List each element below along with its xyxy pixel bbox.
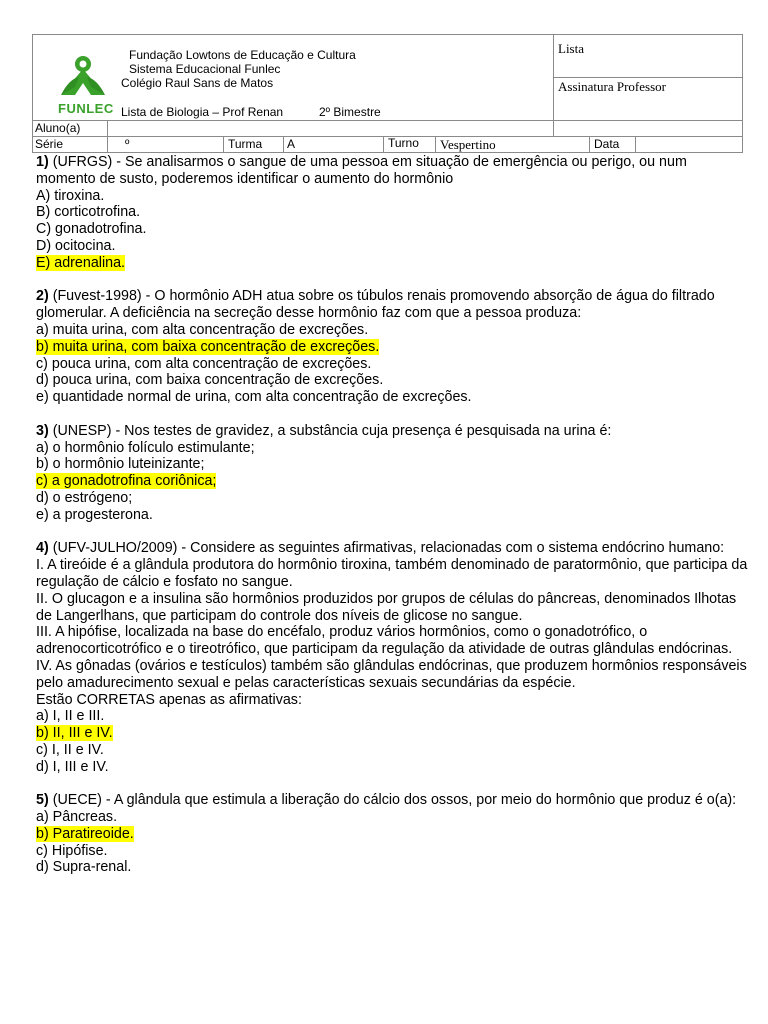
- answer-option[interactable]: c) Hipófise.: [36, 842, 108, 859]
- answer-option[interactable]: c) pouca urina, com alta concentração de excreções.: [36, 355, 372, 372]
- answer-option-highlighted[interactable]: b) Paratireoide.: [36, 825, 134, 842]
- answer-option-highlighted[interactable]: b) muita urina, com baixa concentração de excreções.: [36, 338, 380, 355]
- answer-option[interactable]: d) pouca urina, com baixa concentração de excreções.: [36, 372, 384, 389]
- answer-option[interactable]: b) o hormônio luteinizante;: [36, 456, 205, 473]
- student-label: Aluno(a): [35, 121, 81, 135]
- answer-option[interactable]: c) I, II e IV.: [36, 741, 104, 758]
- grade-value[interactable]: º: [125, 137, 130, 151]
- questions-section: [36, 154, 748, 893]
- question-5: [36, 792, 748, 876]
- teacher-signature-cell: Assinatura Professor: [558, 79, 666, 94]
- statement: III. A hipófise, localizada na base do encéfalo, produz vários hormônios, como o gonadotrófico, o adrenocorticotrófico e o tireotrófico, que participam da regulação da atividade de outras glândulas endócrinas.: [36, 624, 733, 658]
- logo-wordmark: FUNLEC: [58, 101, 114, 116]
- shift-value[interactable]: Vespertino: [440, 137, 496, 152]
- question-text: (UFRGS) - Se analisarmos o sangue de uma pessoa em situação de emergência ou perigo, ou num momento de susto, poderemos identificar o aumento do hormônio: [36, 154, 687, 187]
- student-name-field[interactable]: [108, 121, 552, 136]
- date-label: Data: [594, 137, 620, 151]
- question-text: (UFV-JULHO/2009) - Considere as seguintes afirmativas, relacionadas com o sistema endócrino humano:: [48, 540, 725, 557]
- list-title: Lista de Biologia – Prof Renan: [121, 105, 284, 119]
- answer-option[interactable]: a) o hormônio folículo estimulante;: [36, 439, 255, 456]
- date-field[interactable]: [636, 137, 742, 152]
- class-value[interactable]: A: [287, 137, 296, 151]
- shift-label: Turno: [388, 136, 419, 150]
- answer-option[interactable]: B) corticotrofina.: [36, 204, 141, 221]
- answer-option[interactable]: d) Supra-renal.: [36, 859, 132, 876]
- statement: IV. As gônadas (ovários e testículos) também são glândulas endócrinas, que produzem hormônios responsáveis pelo amadurecimento sexual e pelas características sexuais secundárias da espécie.: [36, 657, 747, 691]
- funlec-logo-icon: [55, 55, 111, 97]
- question-number: 5): [36, 792, 49, 809]
- answer-option[interactable]: e) a progesterona.: [36, 506, 153, 523]
- statement-prompt: Estão CORRETAS apenas as afirmativas:: [36, 691, 302, 708]
- question-text: (UNESP) - Nos testes de gravidez, a substância cuja presença é pesquisada na urina é:: [48, 422, 612, 439]
- answer-option[interactable]: a) I, II e III.: [36, 708, 105, 725]
- grade-label: Série: [35, 137, 64, 151]
- question-2: [36, 288, 748, 406]
- statement: II. O glucagon e a insulina são hormônios produzidos por grupos de células do pâncreas, denominados Ilhotas de Langerlhans, que participam do controle dos níveis de glicose no sangue.: [36, 590, 737, 624]
- question-stem: [36, 792, 748, 809]
- question-1: [36, 154, 748, 272]
- answer-option[interactable]: e) quantidade normal de urina, com alta concentração de excreções.: [36, 389, 472, 406]
- answer-option[interactable]: a) muita urina, com alta concentração de excreções.: [36, 321, 369, 338]
- question-number: 4): [36, 540, 49, 557]
- header-table: [32, 34, 743, 153]
- question-stem: [36, 540, 748, 557]
- question-number: 3): [36, 422, 49, 439]
- answer-option[interactable]: d) I, III e IV.: [36, 758, 109, 775]
- list-cell: Lista: [558, 41, 584, 56]
- question-stem: [36, 288, 748, 322]
- answer-option[interactable]: a) Pâncreas.: [36, 809, 118, 826]
- question-text: (UECE) - A glândula que estimula a liberação do cálcio dos ossos, por meio do hormônio que produz é o(a):: [48, 792, 737, 809]
- question-stem: [36, 423, 748, 440]
- answer-option-highlighted[interactable]: b) II, III e IV.: [36, 725, 113, 742]
- question-number: 2): [36, 288, 49, 305]
- class-label: Turma: [228, 137, 263, 151]
- answer-option[interactable]: d) o estrógeno;: [36, 489, 133, 506]
- answer-option[interactable]: D) ocitocina.: [36, 237, 116, 254]
- question-3: [36, 423, 748, 524]
- institution-name: Fundação Lowtons de Educação e Cultura: [129, 48, 356, 62]
- institution-system: Sistema Educacional Funlec: [129, 62, 281, 76]
- answer-option-highlighted[interactable]: E) adrenalina.: [36, 254, 126, 271]
- school-name: Colégio Raul Sans de Matos: [121, 76, 274, 90]
- question-stem: [36, 154, 748, 188]
- question-number: 1): [36, 154, 49, 170]
- answer-option[interactable]: C) gonadotrofina.: [36, 221, 147, 238]
- question-4: [36, 540, 748, 775]
- question-text: (Fuvest-1998) - O hormônio ADH atua sobre os túbulos renais promovendo absorção de água do filtrado glomerular. A deficiência na secreção desse hormônio faz com que a pessoa produza:: [36, 288, 715, 322]
- answer-option-highlighted[interactable]: c) a gonadotrofina coriônica;: [36, 473, 217, 490]
- period-label: 2º Bimestre: [319, 105, 381, 119]
- answer-option[interactable]: A) tiroxina.: [36, 187, 105, 204]
- statement: I. A tireóide é a glândula produtora do hormônio tiroxina, também denominado de paratormônio, que participa da regulação de cálcio e fosfato no sangue.: [36, 557, 748, 590]
